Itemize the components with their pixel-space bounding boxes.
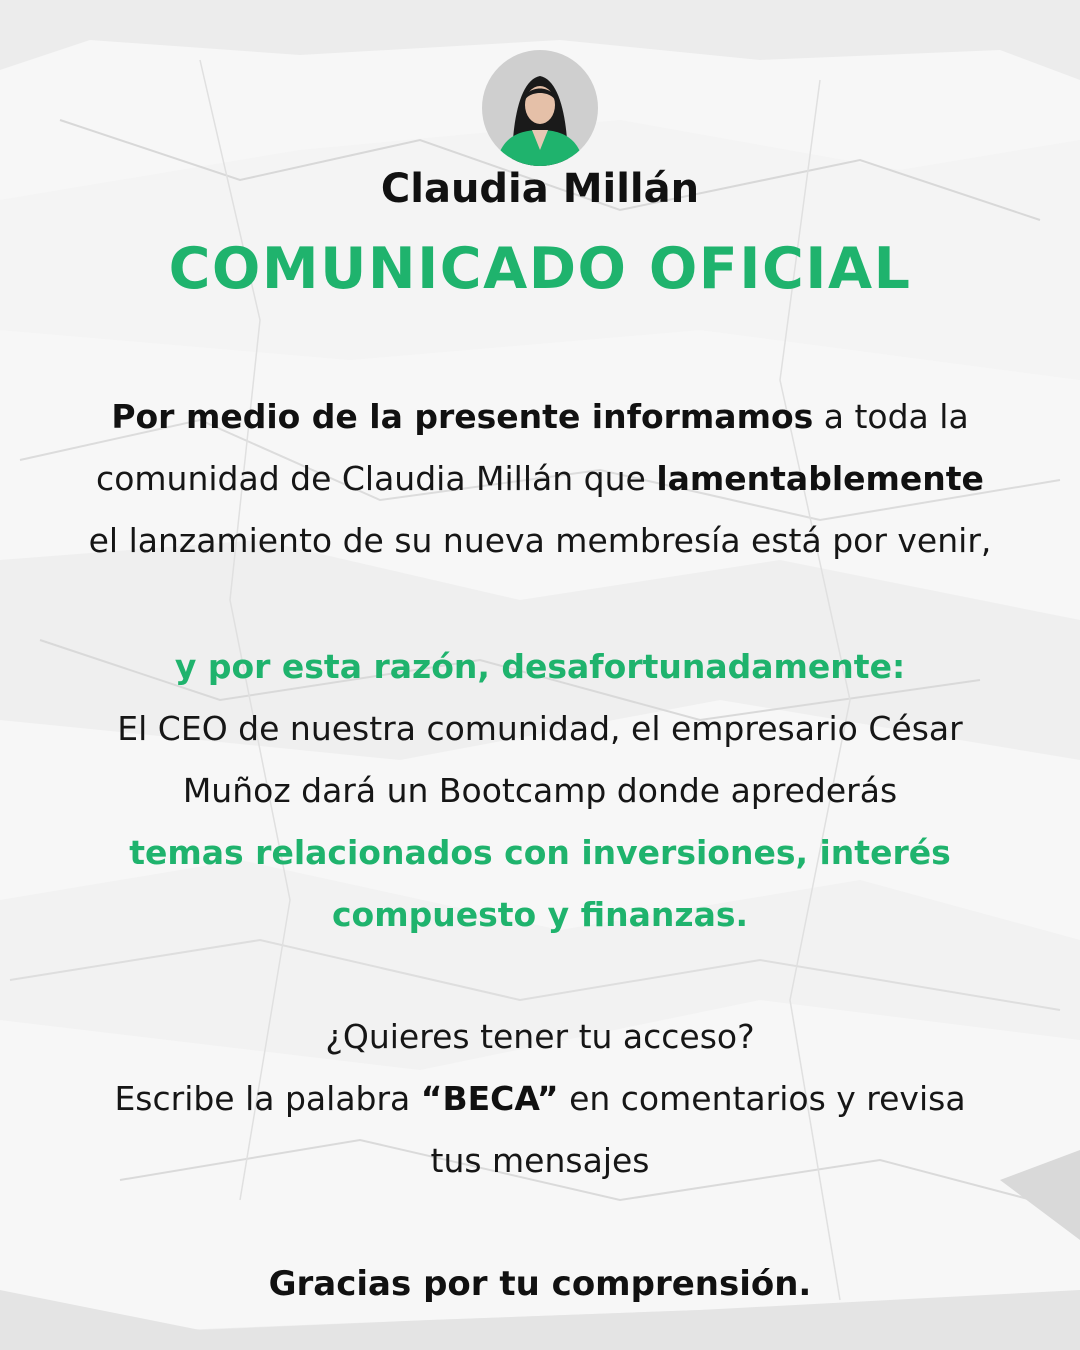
paragraph-cta — [0, 1006, 1080, 1192]
paragraph-intro — [0, 386, 1080, 572]
paragraph-reason — [0, 636, 1080, 946]
cta-question: ¿Quieres tener tu acceso? — [325, 1017, 755, 1056]
cta-keyword: “BECA” — [420, 1079, 559, 1118]
intro-line-2-start: comunidad de Claudia Millán que — [96, 459, 657, 498]
intro-line-2 — [0, 448, 1080, 510]
cta-line-3: tus mensajes — [430, 1141, 650, 1180]
profile-avatar — [482, 50, 598, 166]
cta-line-2 — [0, 1068, 1080, 1130]
intro-line-1 — [0, 386, 1080, 448]
reason-topics-line-2: compuesto y finanzas. — [331, 895, 749, 934]
intro-bold: Por medio de la presente informamos — [111, 397, 814, 436]
cta-line-2-start: Escribe la palabra — [114, 1079, 421, 1118]
intro-line-3: el lanzamiento de su nueva membresía está por venir, — [88, 521, 992, 560]
author-name: Claudia Millán — [380, 166, 700, 212]
closing-thanks: Gracias por tu comprensión. — [268, 1264, 812, 1304]
reason-highlight: y por esta razón, desafortunadamente: — [174, 647, 906, 686]
intro-rest: a toda la — [813, 397, 969, 436]
cta-line-2-end: en comentarios y revisa — [558, 1079, 966, 1118]
intro-line-2-bold: lamentablemente — [656, 459, 984, 498]
reason-line-3: Muñoz dará un Bootcamp donde aprederás — [182, 771, 898, 810]
reason-topics-line-1: temas relacionados con inversiones, interés — [129, 833, 951, 872]
announcement-headline: COMUNICADO OFICIAL — [168, 236, 912, 302]
reason-line-2: El CEO de nuestra comunidad, el empresario César — [117, 709, 963, 748]
